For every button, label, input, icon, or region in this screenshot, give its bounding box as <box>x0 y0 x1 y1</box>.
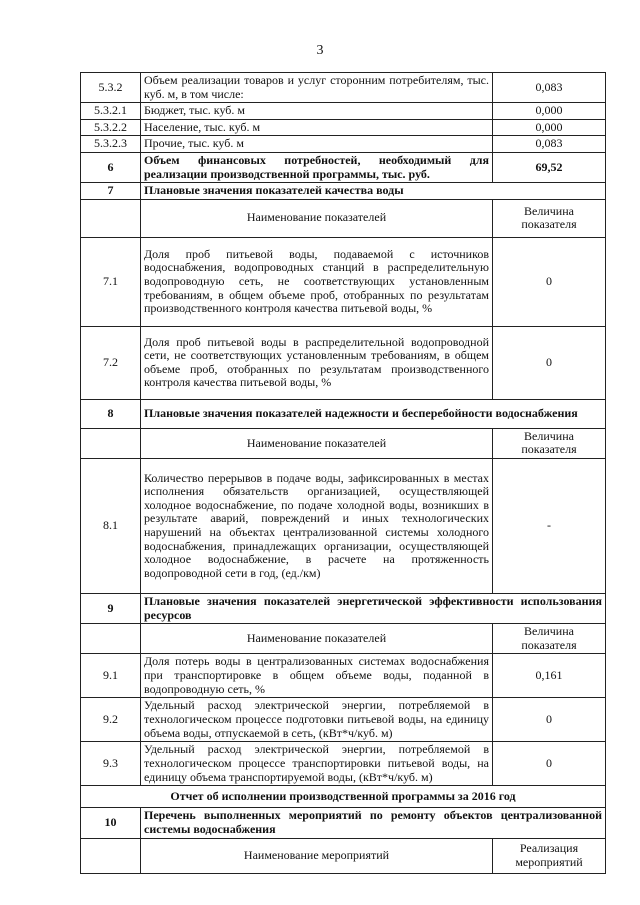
table-row <box>81 183 606 200</box>
table-row <box>81 152 606 182</box>
row-value: 0 <box>493 326 606 399</box>
column-header-value: Реализация мероприятий <box>493 838 606 873</box>
row-value: 0,083 <box>493 73 606 103</box>
section-title: Плановые значения показателей энергетической эффективности использования ресурсов <box>141 593 606 623</box>
row-value: 69,52 <box>493 152 606 182</box>
table-row <box>81 838 606 873</box>
header-blank <box>81 838 141 873</box>
program-table-body <box>81 73 606 874</box>
row-number: 5.3.2 <box>81 73 141 103</box>
table-row <box>81 119 606 136</box>
table-row <box>81 698 606 742</box>
report-heading: Отчет об исполнении производственной программы за 2016 год <box>81 786 606 808</box>
column-header-value: Величина показателя <box>493 624 606 654</box>
row-value: 0 <box>493 237 606 326</box>
row-description: Количество перерывов в подаче воды, зафиксированных в местах исполнения обязательств организацией, осуществляющей холодное водоснабжение, по подаче холодной воды, возникших в результате аварий, повреждений и иных технологических нарушений на объектах централизованной системы холодного водоснабжения, принадлежащих организации, осуществляющей холодное водоснабжение, в расчете на протяженность водопроводной сети в год, (ед./км) <box>141 458 493 593</box>
row-description: Доля проб питьевой воды в распределительной водопроводной сети, не соответствующих установленным требованиям, в общем объеме проб, отобранных по результатам производственного контроля качества питьевой воды, % <box>141 326 493 399</box>
column-header-name: Наименование показателей <box>141 428 493 458</box>
table-row <box>81 399 606 428</box>
row-number: 8.1 <box>81 458 141 593</box>
table-row <box>81 237 606 326</box>
row-description: Объем реализации товаров и услуг сторонним потребителям, тыс. куб. м, в том числе: <box>141 73 493 103</box>
column-header-name: Наименование мероприятий <box>141 838 493 873</box>
row-description: Население, тыс. куб. м <box>141 119 493 136</box>
row-description: Прочие, тыс. куб. м <box>141 136 493 153</box>
row-number: 5.3.2.3 <box>81 136 141 153</box>
header-blank <box>81 624 141 654</box>
row-description: Доля потерь воды в централизованных системах водоснабжения при транспортировке в общем объеме воды, поданной в водопроводную сеть, % <box>141 654 493 698</box>
row-value: 0,000 <box>493 119 606 136</box>
row-description: Объем финансовых потребностей, необходимый для реализации производственной программы, тыс. руб. <box>141 152 493 182</box>
row-number: 7.2 <box>81 326 141 399</box>
header-blank <box>81 199 141 237</box>
program-table <box>80 72 606 874</box>
row-number: 9.1 <box>81 654 141 698</box>
section-number: 7 <box>81 183 141 200</box>
page-number: 3 <box>316 43 324 58</box>
row-number: 9.3 <box>81 742 141 786</box>
table-row <box>81 742 606 786</box>
row-number: 7.1 <box>81 237 141 326</box>
header-blank <box>81 428 141 458</box>
section-title: Плановые значения показателей надежности и бесперебойности водоснабжения <box>141 399 606 428</box>
table-row <box>81 136 606 153</box>
column-header-name: Наименование показателей <box>141 624 493 654</box>
row-description: Доля проб питьевой воды, подаваемой с источников водоснабжения, водопроводных станций в распределительную водопроводную сеть, не соответствующих установленным требованиям, в общем объеме проб, отобранных по результатам производственного контроля качества питьевой воды, % <box>141 237 493 326</box>
row-value: 0,161 <box>493 654 606 698</box>
section-number: 9 <box>81 593 141 623</box>
section-number: 10 <box>81 808 141 838</box>
section-title: Плановые значения показателей качества воды <box>141 183 606 200</box>
table-row <box>81 593 606 623</box>
row-number: 5.3.2.2 <box>81 119 141 136</box>
column-header-name: Наименование показателей <box>141 199 493 237</box>
row-description: Бюджет, тыс. куб. м <box>141 103 493 120</box>
row-number: 5.3.2.1 <box>81 103 141 120</box>
table-row <box>81 326 606 399</box>
table-row <box>81 73 606 103</box>
section-title: Перечень выполненных мероприятий по ремонту объектов централизованной системы водоснабжения <box>141 808 606 838</box>
row-description: Удельный расход электрической энергии, потребляемой в технологическом процессе подготовки питьевой воды, на единицу объема воды, отпускаемой в сеть, (кВт*ч/куб. м) <box>141 698 493 742</box>
row-number: 9.2 <box>81 698 141 742</box>
table-row <box>81 103 606 120</box>
row-value: 0 <box>493 742 606 786</box>
row-value: 0 <box>493 698 606 742</box>
column-header-value: Величина показателя <box>493 199 606 237</box>
row-value: 0,083 <box>493 136 606 153</box>
table-row <box>81 654 606 698</box>
table-row <box>81 199 606 237</box>
table-row <box>81 458 606 593</box>
table-row <box>81 624 606 654</box>
row-description: Удельный расход электрической энергии, потребляемой в технологическом процессе транспортировки питьевой воды, на единицу объема транспортируемой воды, (кВт*ч/куб. м) <box>141 742 493 786</box>
column-header-value: Величина показателя <box>493 428 606 458</box>
table-row <box>81 786 606 808</box>
section-number: 8 <box>81 399 141 428</box>
row-value: 0,000 <box>493 103 606 120</box>
table-row <box>81 428 606 458</box>
table-row <box>81 808 606 838</box>
row-value: - <box>493 458 606 593</box>
row-number: 6 <box>81 152 141 182</box>
